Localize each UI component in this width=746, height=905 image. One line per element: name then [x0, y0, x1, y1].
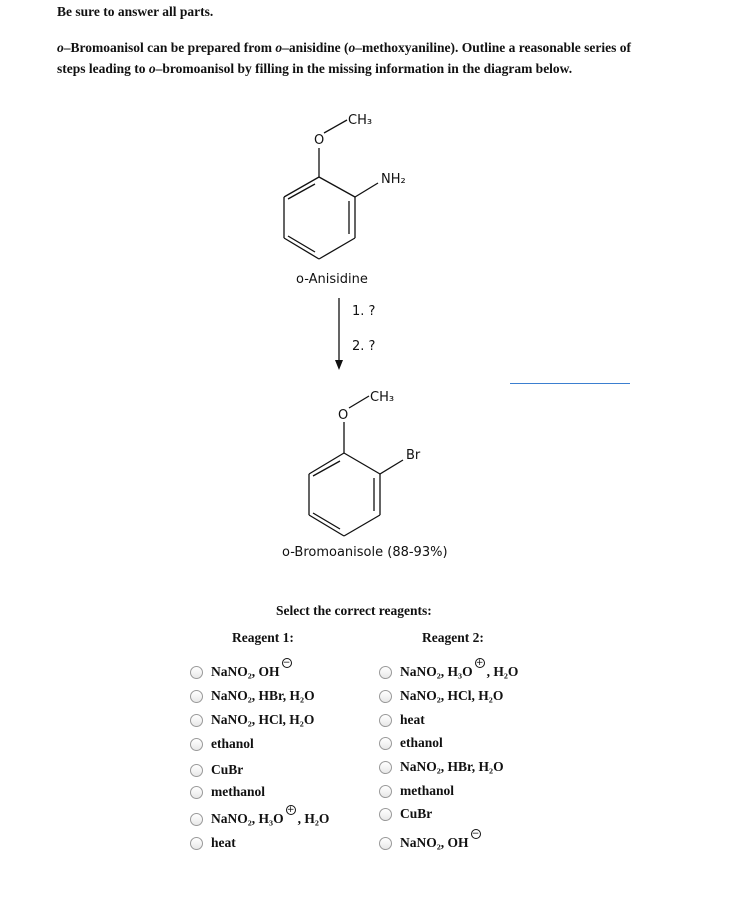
option-label: NaNO₂, HCl, H₂O: [211, 712, 315, 727]
radio-button[interactable]: [379, 737, 392, 750]
option-label: NaNO₂, H₃O: [400, 664, 473, 679]
reagent-1-heading: Reagent 1:: [232, 630, 294, 645]
radio-button[interactable]: [190, 690, 203, 703]
option-label: NaNO₂, HBr, H₂O: [400, 759, 504, 774]
reagent2-option[interactable]: [379, 733, 443, 753]
radio-button[interactable]: [379, 837, 392, 850]
radio-button[interactable]: [379, 714, 392, 727]
reagent2-option[interactable]: [379, 658, 519, 682]
option-label: CuBr: [400, 806, 433, 821]
option-label: NaNO₂, OH: [211, 664, 280, 679]
anisidine-methyl-label: CH₃: [348, 113, 373, 128]
reagent1-option[interactable]: [190, 833, 236, 853]
ortho-prefix: o: [348, 40, 356, 55]
bromoanisole-methyl-label: CH₃: [370, 390, 395, 405]
question-part: –methoxyaniline). Outline a reasonable series of steps leading to: [57, 40, 632, 76]
option-label: NaNO₂, HCl, H₂O: [400, 688, 504, 703]
option-label: heat: [400, 712, 425, 727]
ortho-prefix: o: [57, 40, 64, 55]
question-part: –bromoanisol by filling in the missing information in the diagram below.: [155, 60, 573, 76]
radio-button[interactable]: [190, 738, 203, 751]
positive-charge-icon: +: [286, 805, 295, 815]
ortho-prefix: o: [275, 40, 283, 55]
reagent2-option[interactable]: [379, 804, 432, 824]
radio-button[interactable]: [190, 714, 203, 727]
reagent2-option[interactable]: [379, 686, 503, 706]
radio-button[interactable]: [190, 837, 203, 850]
option-label: ethanol: [211, 736, 254, 751]
option-label: NaNO₂, H₃O: [211, 811, 284, 826]
reagent2-option[interactable]: [379, 829, 483, 853]
reagent1-option[interactable]: [190, 805, 330, 829]
radio-button[interactable]: [190, 666, 203, 679]
radio-button[interactable]: [190, 764, 203, 777]
radio-button[interactable]: [190, 813, 203, 826]
question-part: –Bromoanisol can be prepared from: [63, 40, 276, 55]
negative-charge-icon: −: [282, 658, 291, 668]
select-reagents-title: Select the correct reagents:: [276, 603, 432, 618]
option-label: methanol: [211, 784, 265, 799]
radio-button[interactable]: [379, 666, 392, 679]
reagent1-option[interactable]: [190, 686, 315, 706]
option-label: NaNO₂, HBr, H₂O: [211, 688, 315, 703]
reagent2-option[interactable]: [379, 781, 454, 801]
negative-charge-icon: −: [471, 829, 480, 839]
step-1-label: 1. ?: [352, 304, 376, 319]
radio-button[interactable]: [379, 761, 392, 774]
instruction-text: Be sure to answer all parts.: [57, 4, 214, 19]
reagent1-option[interactable]: [190, 658, 294, 682]
option-label: ethanol: [400, 735, 443, 750]
step-2-label: 2. ?: [352, 339, 376, 354]
reagent1-option[interactable]: [190, 734, 254, 754]
positive-charge-icon: +: [475, 658, 484, 668]
answer-blank-line[interactable]: [510, 383, 630, 384]
ortho-prefix: o: [148, 60, 156, 76]
reagent-2-heading: Reagent 2:: [422, 630, 484, 645]
anisidine-oxygen-label: O: [314, 133, 325, 148]
radio-button[interactable]: [379, 785, 392, 798]
reagent2-option[interactable]: [379, 757, 504, 777]
reagent1-option[interactable]: [190, 782, 265, 802]
bromoanisole-structure: [309, 396, 403, 536]
bromoanisole-oxygen-label: O: [338, 408, 349, 423]
option-label-suffix: , H₂O: [297, 811, 330, 826]
bromoanisole-bromine-label: Br: [406, 448, 421, 463]
anisidine-structure: [284, 120, 378, 259]
reagent2-option[interactable]: [379, 710, 425, 730]
option-label: CuBr: [211, 762, 244, 777]
option-label: heat: [211, 835, 236, 850]
reagent1-option[interactable]: [190, 710, 314, 730]
radio-button[interactable]: [379, 690, 392, 703]
anisidine-name: o-Anisidine: [296, 272, 368, 287]
reagent1-option[interactable]: [190, 760, 243, 780]
radio-button[interactable]: [379, 808, 392, 821]
option-label: NaNO₂, OH: [400, 835, 469, 850]
question-part: –anisidine (: [282, 40, 349, 55]
anisidine-amine-label: NH₂: [381, 172, 406, 187]
arrow-head-icon: [335, 360, 343, 370]
option-label: methanol: [400, 783, 454, 798]
bromoanisole-name: o-Bromoanisole (88-93%): [282, 545, 448, 560]
radio-button[interactable]: [190, 786, 203, 799]
option-label-suffix: , H₂O: [486, 664, 519, 679]
